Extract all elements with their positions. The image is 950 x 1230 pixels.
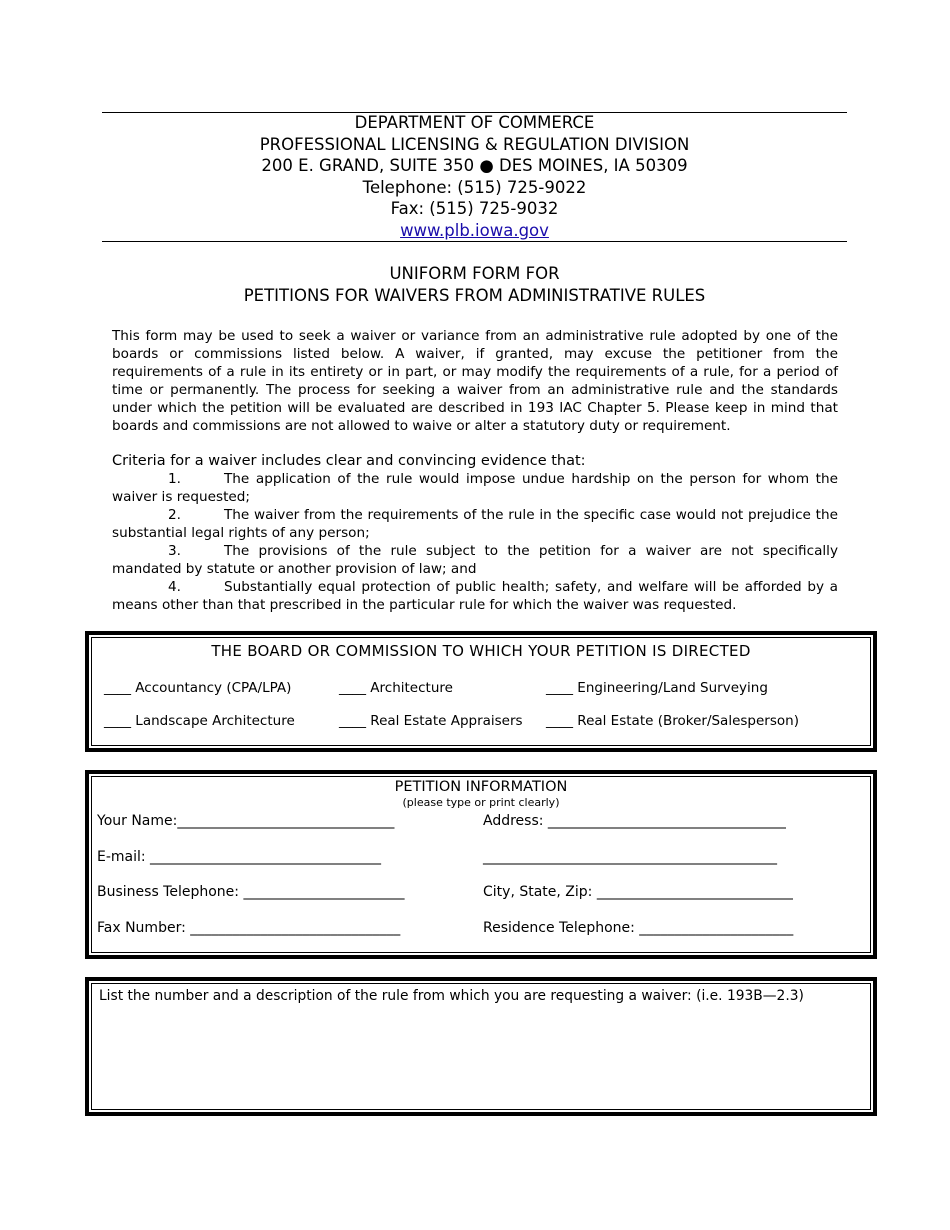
agency-telephone: Telephone: (515) 725-9022 xyxy=(362,177,587,197)
criteria-text: The provisions of the rule subject to the petition for a waiver are not specifically mandated by statute or another provision of law; and xyxy=(112,543,838,577)
petition-info-box xyxy=(85,770,877,959)
option-engineering-land-surveying[interactable]: ____ Engineering/Land Surveying xyxy=(546,680,768,696)
criteria-number: 3. xyxy=(168,543,181,559)
your-name-field[interactable]: Your Name:_______________________________ xyxy=(97,813,395,829)
department-name: DEPARTMENT OF COMMERCE xyxy=(354,113,595,132)
criteria-list xyxy=(112,470,838,614)
option-architecture[interactable]: ____ Architecture xyxy=(339,680,453,696)
website-link[interactable]: www.plb.iowa.gov xyxy=(400,220,549,240)
criteria-item xyxy=(112,506,838,542)
form-title xyxy=(102,263,847,306)
petition-info-inner-border xyxy=(91,776,871,953)
form-title-line1: UNIFORM FORM FOR xyxy=(389,264,560,283)
form-title-line2: PETITIONS FOR WAIVERS FROM ADMINISTRATIVE RULES xyxy=(243,285,706,305)
business-telephone-field[interactable]: Business Telephone: _______________________ xyxy=(97,884,405,900)
option-accountancy[interactable]: ____ Accountancy (CPA/LPA) xyxy=(104,680,292,696)
residence-telephone-field[interactable]: Residence Telephone: ______________________ xyxy=(483,920,794,936)
rule-description-inner-border xyxy=(91,983,871,1110)
criteria-item xyxy=(112,470,838,506)
agency-address: 200 E. GRAND, SUITE 350 ● DES MOINES, IA 50309 xyxy=(261,156,688,175)
email-field[interactable]: E-mail: _________________________________ xyxy=(97,849,382,865)
board-section-title: THE BOARD OR COMMISSION TO WHICH YOUR PETITION IS DIRECTED xyxy=(211,642,751,660)
criteria-text: The waiver from the requirements of the rule in the specific case would not prejudice the substantial legal rights of any person; xyxy=(112,507,838,541)
criteria-text: Substantially equal protection of public health; safety, and welfare will be afforded by a means other than that prescribed in the particular rule for which the waiver was requested. xyxy=(112,579,838,613)
criteria-heading: Criteria for a waiver includes clear and convincing evidence that: xyxy=(112,453,586,469)
petition-info-subtitle: (please type or print clearly) xyxy=(402,796,560,809)
intro-paragraph: This form may be used to seek a waiver or variance from an administrative rule adopted by one of the boards or commissions listed below. A waiver, if granted, may excuse the petitioner from the requirements of a rule in its entirety or in part, or may modify the requirements of a rule, for a period of time or permanently. The process for seeking a waiver from an administrative rule and the standards under which the petition will be evaluated are described in 193 IAC Chapter 5. Please keep in mind that boards and commissions are not allowed to waive or alter a statutory duty or requirement. xyxy=(112,328,838,434)
criteria-text: The application of the rule would impose undue hardship on the person for whom the waiver is requested; xyxy=(112,471,838,505)
city-state-zip-field[interactable]: City, State, Zip: ____________________________ xyxy=(483,884,793,900)
division-name: PROFESSIONAL LICENSING & REGULATION DIVISION xyxy=(259,134,690,154)
criteria-number: 4. xyxy=(168,579,181,595)
header-bottom-rule xyxy=(102,241,847,242)
petition-info-title: PETITION INFORMATION xyxy=(394,779,568,795)
board-selection-inner-border xyxy=(91,637,871,746)
criteria-number: 2. xyxy=(168,507,181,523)
address-field[interactable]: Address: __________________________________ xyxy=(483,813,786,829)
board-selection-box xyxy=(85,631,877,752)
option-landscape-architecture[interactable]: ____ Landscape Architecture xyxy=(104,713,295,729)
agency-fax: Fax: (515) 725-9032 xyxy=(390,199,559,218)
option-real-estate-appraisers[interactable]: ____ Real Estate Appraisers xyxy=(339,713,523,729)
option-real-estate-broker[interactable]: ____ Real Estate (Broker/Salesperson) xyxy=(546,713,799,729)
rule-description-label: List the number and a description of the rule from which you are requesting a waiver: (i.e. 193B—2.3) xyxy=(99,988,804,1004)
criteria-item xyxy=(112,578,838,614)
address-line2-field[interactable]: __________________________________________ xyxy=(483,849,777,865)
criteria-number: 1. xyxy=(168,471,181,487)
criteria-item xyxy=(112,542,838,578)
fax-number-field[interactable]: Fax Number: ______________________________ xyxy=(97,920,401,936)
agency-header xyxy=(102,112,847,241)
rule-description-box[interactable] xyxy=(85,977,877,1116)
